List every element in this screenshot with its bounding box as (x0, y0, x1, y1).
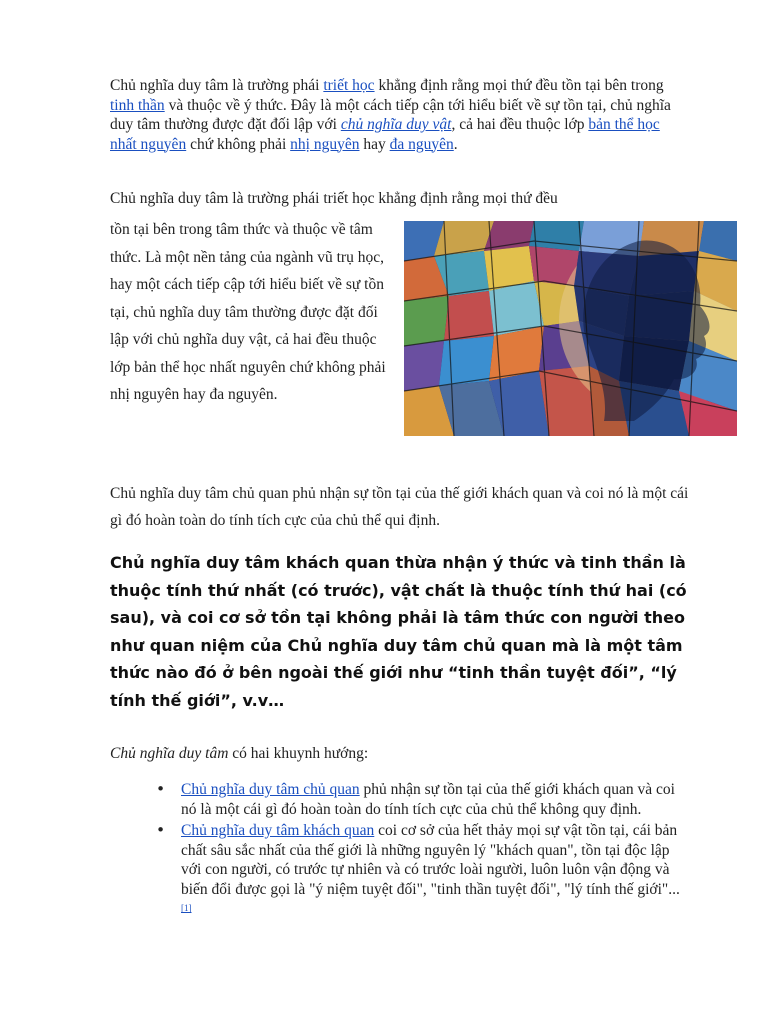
wrapped-paragraph-first-line: Chủ nghĩa duy tâm là trường phái triết học khẳng định rằng mọi thứ đều (110, 190, 558, 207)
subjective-idealism-paragraph: Chủ nghĩa duy tâm chủ quan phủ nhận sự tồn tại của thế giới khách quan và coi nó là một cái gì đó hoàn toàn do tính tích cực của chủ thể qui định. (110, 485, 689, 529)
link-chu-nghia-duy-vat[interactable]: chủ nghĩa duy vật (340, 116, 452, 133)
link-tinh-than[interactable]: tinh thần (110, 96, 165, 114)
link-da-nguyen[interactable]: đa nguyên (389, 135, 454, 153)
text-span: có hai khuynh hướng: (228, 745, 369, 762)
link-triet-hoc[interactable]: triết học (323, 77, 375, 94)
tendencies-list (110, 780, 690, 925)
text-span: , cả hai đều thuộc lớp (451, 116, 589, 133)
list-item (110, 821, 690, 923)
list-item-text: coi cơ sở của hết thảy mọi sự vật tồn tại, cái bản chất sâu sắc nhất của thế giới là những nguyên lý "khách quan", tồn tại độc lập với con người, có trước tự nhiên và có trước loài người, luôn luôn vận động và biến đổi được gọi là "ý niệm tuyệt đối", "tinh thần tuyệt đối", "lý tính thế giới"... (181, 822, 680, 898)
link-duy-tam-khach-quan[interactable]: Chủ nghĩa duy tâm khách quan (181, 822, 375, 839)
text-span: khẳng định rằng mọi thứ đều tồn tại bên trong (374, 77, 664, 94)
list-item (110, 780, 690, 819)
bullet-icon: • (156, 821, 166, 839)
emphasis-term: Chủ nghĩa duy tâm (110, 745, 229, 762)
wrapped-paragraph-body: tồn tại bên trong tâm thức và thuộc về tâm thức. Là một nền tảng của ngành vũ trụ học, hay một cách tiếp cập tới hiểu biết về sự tồn tại, chủ nghĩa duy tâm thường được đặt đối lập với chủ nghĩa duy vật, cả hai đều thuộc lớp bản thể học nhất nguyên chứ không phải nhị nguyên hay đa nguyên. (110, 221, 386, 403)
reference-link[interactable]: [1] (181, 903, 192, 913)
text-span: chứ không phải (186, 135, 291, 153)
list-item-text: phủ nhận sự tồn tại của thế giới khách quan và coi nó là một cái gì đó hoàn toàn do tính tích cực của chủ thể không quy định. (181, 781, 675, 818)
link-nhat-nguyen[interactable]: nhất nguyên (110, 135, 187, 153)
link-ban-the-hoc[interactable]: bản thể học (588, 116, 660, 133)
objective-idealism-paragraph: Chủ nghĩa duy tâm khách quan thừa nhận ý thức và tinh thần là thuộc tính thứ nhất (có trước), vật chất là thuộc tính thứ hai (có sau), và coi cơ sở tồn tại không phải là tâm thức con người theo như quan niệm của Chủ nghĩa duy tâm chủ quan mà là một tâm thức nào đó ở bên ngoài thế giới như “tinh thần tuyệt đối”, “lý tính thế giới”, v.v… (110, 553, 687, 710)
link-nhi-nguyen[interactable]: nhị nguyên (290, 135, 360, 153)
bullet-icon: • (156, 780, 166, 798)
link-duy-tam-chu-quan[interactable]: Chủ nghĩa duy tâm chủ quan (181, 781, 360, 798)
text-span: hay (359, 135, 390, 153)
stained-glass-head-image (404, 221, 737, 436)
text-span: và thuộc về ý thức. Đây là một cách tiếp cận tới hiểu biết về sự tồn tại, chủ nghĩa duy tâm thường được đặt đối lập với (110, 96, 671, 133)
intro-paragraph (110, 76, 690, 154)
text-span: . (453, 135, 458, 153)
two-tendencies-heading (110, 744, 700, 764)
text-span: Chủ nghĩa duy tâm là trường phái (110, 77, 324, 94)
